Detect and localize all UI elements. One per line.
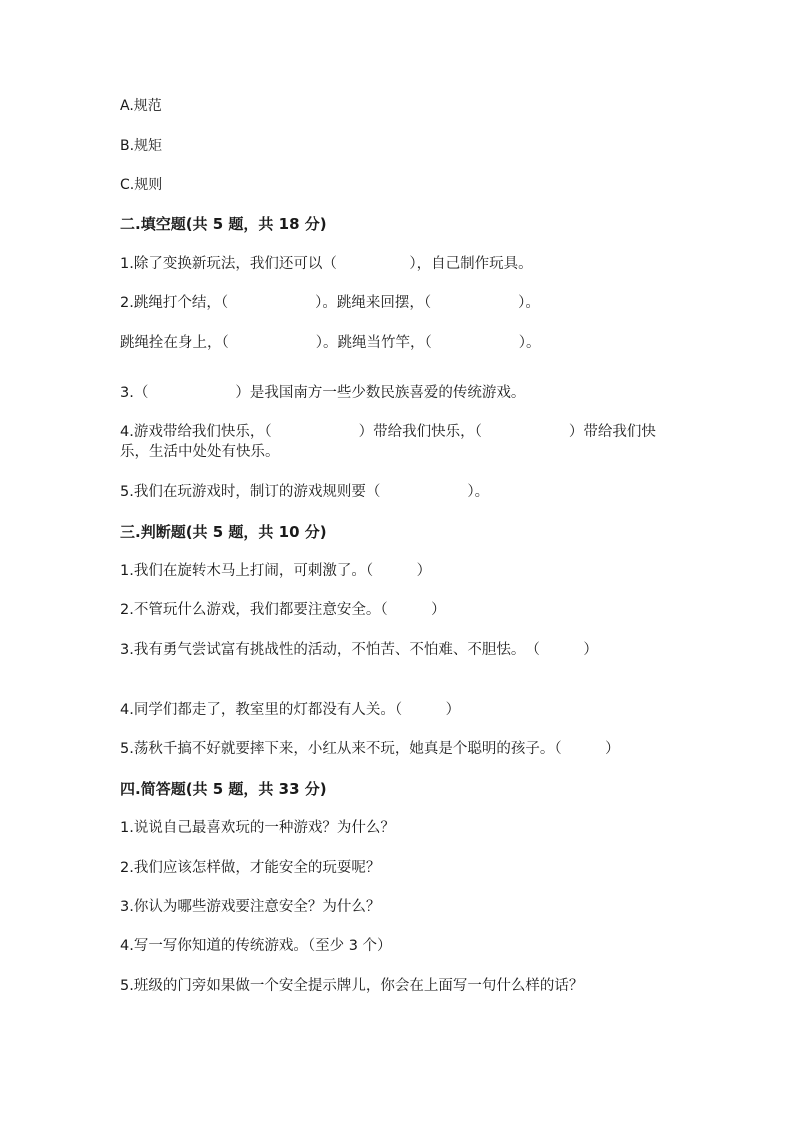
question-item: 1.我们在旋转木马上打闹，可刺激了。（ ）	[120, 563, 432, 579]
option-b: B.规矩	[120, 138, 163, 154]
section-heading-fill-blank: 二.填空题(共 5 题，共 18 分)	[120, 215, 327, 233]
question-item: 3.你认为哪些游戏要注意安全？为什么？	[120, 899, 381, 915]
question-item: 2.不管玩什么游戏，我们都要注意安全。（ ）	[120, 602, 446, 618]
question-item: 3.（ ）是我国南方一些少数民族喜爱的传统游戏。	[120, 385, 526, 401]
question-item: 4.同学们都走了，教室里的灯都没有人关。（ ）	[120, 702, 461, 718]
question-item: 4.游戏带给我们快乐，（ ）带给我们快乐，（ ）带给我们快乐，生活中处处有快乐。	[120, 424, 656, 460]
option-a: A.规范	[120, 98, 162, 114]
section-heading-short-answer: 四.简答题(共 5 题，共 33 分)	[120, 780, 327, 798]
question-item: 5.我们在玩游戏时，制订的游戏规则要（ ）。	[120, 484, 490, 500]
question-item: 5.荡秋千搞不好就要摔下来，小红从来不玩，她真是个聪明的孩子。（ ）	[120, 741, 620, 757]
question-item: 5.班级的门旁如果做一个安全提示牌儿，你会在上面写一句什么样的话？	[120, 978, 584, 994]
question-item: 1.说说自己最喜欢玩的一种游戏？为什么？	[120, 820, 395, 836]
section-heading-true-false: 三.判断题(共 5 题，共 10 分)	[120, 523, 327, 541]
question-item: 2.跳绳打个结，（ ）。跳绳来回摆，（ ）。	[120, 295, 540, 311]
question-item: 4.写一写你知道的传统游戏。（至少 3 个）	[120, 938, 392, 954]
question-item: 2.我们应该怎样做，才能安全的玩耍呢？	[120, 860, 381, 876]
question-item: 跳绳拴在身上，（ ）。跳绳当竹竿，（ ）。	[120, 335, 541, 351]
question-item: 1.除了变换新玩法，我们还可以（ ），自己制作玩具。	[120, 256, 533, 272]
question-item: 3.我有勇气尝试富有挑战性的活动，不怕苦、不怕难、不胆怯。 （ ）	[120, 642, 598, 658]
option-c: C.规则	[120, 177, 163, 193]
